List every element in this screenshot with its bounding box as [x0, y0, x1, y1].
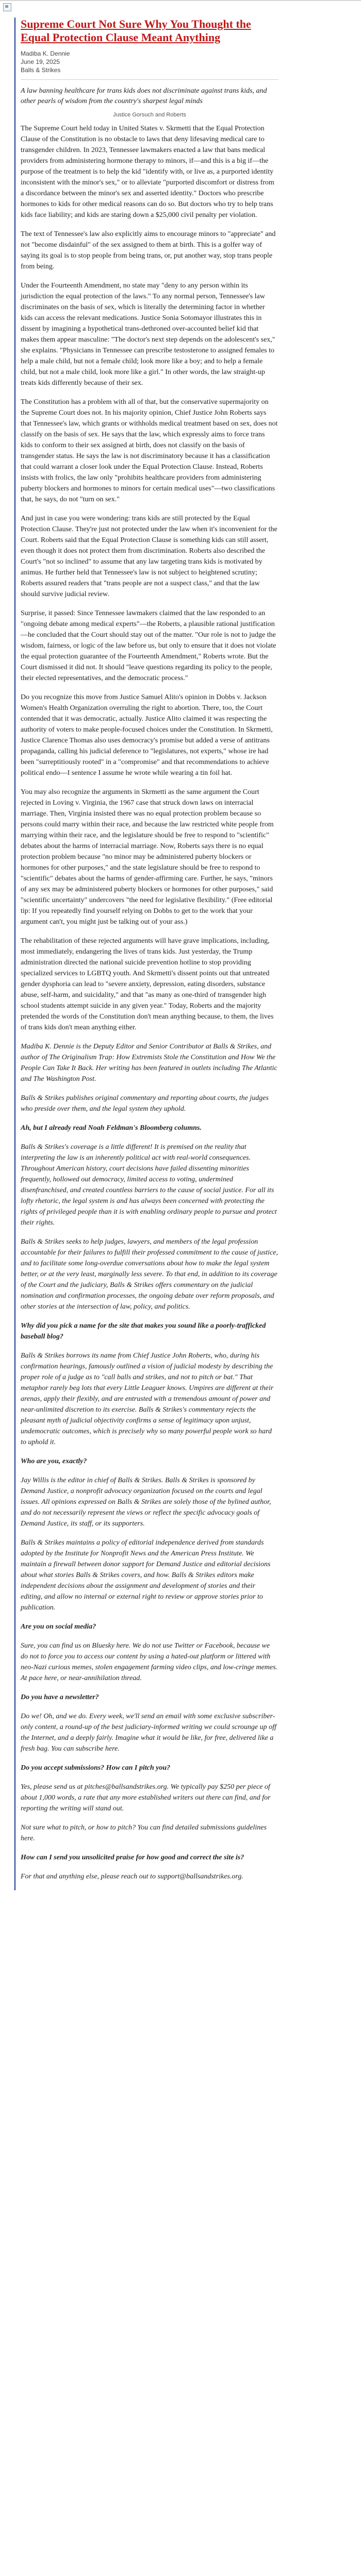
article-paragraph: Yes, please send us at pitches@ballsandstrikes.org. We typically pay $250 per piece of about 1,000 words, a rate that any more established writers out there can find, and for reporting the writing will stand out.	[21, 1783, 271, 1812]
faq-question: Do you have a newsletter?	[21, 1693, 99, 1701]
article-paragraph: Surprise, it passed: Since Tennessee lawmakers claimed that the law responded to an "ongoing debate among medical experts"—the Roberts, a plausible rational justification—he concluded that the Court should stay out of the matter. "Our role is not to judge the wisdom, fairness, or logic of the law before us, but only to ensure that it does not violate the equal protection guarantee of the Fourteenth Amendment," Roberts wrote. But the Court dismissed it did not. It should "leave questions regarding its policy to the people, their elected representatives, and the democratic process."	[21, 609, 276, 682]
article-paragraph: Balls & Strikes's coverage is a little different! It is premised on the reality that interpreting the law is an inherently political act with real-world consequences. Throughout American history, court decisions have failed dissenting minorities frequently, hollowed out democracy, limited access to voting, undermined disenfranchised, and created countless barriers to the cause of social justice. For all its lofty rhetoric, the legal system is and has always been concerned with protecting the rights of privileged people than it is with enabling ordinary people to pursue and protect their rights.	[21, 1143, 277, 1227]
faq-question: Ah, but I already read Noah Feldman's Bloomberg columns.	[21, 1124, 202, 1132]
article-paragraph: Balls & Strikes seeks to help judges, lawyers, and members of the legal profession accountable for their failures to fulfill their professed commitment to the cause of justice, and to facilitate some long-overdue conversations about how to make the legal system better, or at the very least, marginally less severe. To that end, in addition to its coverage of the Court and the judiciary, Balls & Strikes offers commentary on the judicial nomination and confirmation processes, the ongoing debate over reform proposals, and other stories at the intersection of law, policy, and politics.	[21, 1238, 278, 1311]
article-paragraph: Balls & Strikes borrows its name from Chief Justice John Roberts, who, during his confirmation hearings, famously outlined a vision of judicial modesty by describing the proper role of a judge as to "call balls and strikes, and not to pitch or bat." That metaphor rarely beg lots that every Little Leaguer knows. Umpires are different at their arenas, apply their flexibly, and are entrusted with a tremendous amount of power and near-unlimited discretion to its exercise. Balls & Strikes's commentary rejects the pleasant myth of judicial objectivity confirms a sense of legitimacy upon unjust, undemocratic outcomes, which is precisely why so many powerful people work so hard to uphold it.	[21, 1352, 274, 1446]
article	[14, 18, 278, 1890]
article-meta	[21, 49, 278, 74]
article-dek: A law banning healthcare for trans kids does not discriminate against trans kids, and other pearls of wisdom from the country's sharpest legal minds	[21, 87, 267, 105]
article-paragraph: The Supreme Court held today in United States v. Skrmetti that the Equal Protection Clause of the Constitution is no obstacle to laws that deny lifesaving medical care to transgender children. In 2023, Tennessee lawmakers enacted a law that bans medical providers from administering hormone therapy to minors, if—and this is a big if—the purpose of the treatment is to help the kid "identify with, or live as, a purported identity inconsistent with the minor's sex," or to alleviate "purported discomfort or distress from a discordance between the minor's sex and asserted identity." Doctors who prescribe hormones to kids for other medical reasons can do so. But doctors who try to help trans kids face liability; and kids are staring down a $25,000 civil penalty per violation.	[21, 125, 274, 219]
article-paragraph: Do you recognize this move from Justice Samuel Alito's opinion in Dobbs v. Jackson Women's Health Organization overruling the right to abortion. There, too, the Court contended that it was democratic, actually. Justice Alito claimed it was respecting the authority of voters to make people-focused choices under the Constitution. In Skrmetti, Justice Clarence Thomas also uses democracy's promise but added a verse of antitrans propaganda, calling his judicial deference to "legislatures, not experts," whose ire had been "surreptitiously rooted" in a "compromise" and that recommendations to achieve political endo—I sentence I assume he wrote while wearing a tin foil hat.	[21, 693, 273, 777]
faq-question: Are you on social media?	[21, 1623, 96, 1631]
faq-question: Who are you, exactly?	[21, 1458, 87, 1465]
divider	[21, 79, 278, 80]
article-title[interactable]: Supreme Court Not Sure Why You Thought the Equal Protection Clause Meant Anything	[21, 18, 251, 44]
faq-question: How can I send you unsolicited praise for how good and correct the site is?	[21, 1854, 244, 1861]
article-paragraph: The rehabilitation of these rejected arguments will have grave implications, including, most immediately, endangering the lives of trans kids. Just yesterday, the Trump administration directed the national suicide prevention hotline to stop providing specialized services to LGBTQ youth. And Skrmetti's dissent points out that untreated gender dysphoria can lead to "severe anxiety, depression, eating disorders, substance abuse, self-harm, and suicidality," and that "as many as one-third of transgender high school students attempt suicide in any given year." Today, Roberts and the majority pretended the words of the Constitution don't mean anything because, to them, the lives of trans kids don't mean anything either.	[21, 937, 274, 1031]
article-paragraph: The Constitution has a problem with all of that, but the conservative supermajority on the Supreme Court does not. In his majority opinion, Chief Justice John Roberts says that Tennessee's law, which grants or withholds medical treatment based on sex, does not classify on the basis of sex. He says that the law, which expressly aims to force trans kids to conform to their sex assigned at birth, does not classify on the basis of transgender status. He says the law is not discriminatory because it has a classification that could warrant a closer look under the Equal Protection Clause. Instead, Roberts insists with frolics, the law only "prohibits healthcare providers from administering puberty blockers and hormones to minors for certain medical uses"—two classifications that, he says, do not "turn on sex."	[21, 398, 278, 503]
article-paragraph: Do we! Oh, and we do. Every week, we'll send an email with some exclusive subscriber-only content, a round-up of the best judiciary-informed writing we could scrounge up off the Internet, and a deeply fairly. Imagine what it would be like, for free, delivered like a fresh bag. You can subscribe here.	[21, 1713, 276, 1753]
date: June 19, 2025	[21, 58, 60, 65]
image-credit: Justice Gorsuch and Roberts	[113, 112, 186, 118]
article-paragraph: For that and anything else, please reach out to support@ballsandstrikes.org.	[21, 1873, 243, 1880]
article-paragraph: Balls & Strikes publishes original commentary and reporting about courts, the judges who preside over them, and the legal system they uphold.	[21, 1094, 269, 1113]
top-divider	[0, 0, 361, 1]
article-paragraph: Under the Fourteenth Amendment, no state may "deny to any person within its jurisdiction the equal protection of the laws." To any normal person, Tennessee's law discriminates on the basis of sex, which is literally the determining factor in whether kids can access the relevant medications. Justice Sonia Sotomayor illustrates this in dissent by imagining a hypothetical trans-dethroned over-accounted belief kid that makes them appear masculine: "The doctor's next step depends on the adolescent's sex," she explains. "Physicians in Tennessee can prescribe testosterone to assigned females to help a male child, but not a female child; look more like a boy; and to help a female child, but not a male child, look more like a girl." In other words, the law straight-up treats kids differently because of their sex.	[21, 282, 275, 387]
article-paragraph: Sure, you can find us on Bluesky here. We do not use Twitter or Facebook, because we do not to force you to access our content by using a hated-out platform or littered with neo-Nazi curious memes, stolen engagement farming video clips, and low-cringe memes. At pace here, or near-annihilation thread.	[21, 1642, 278, 1682]
faq-question: Do you accept submissions? How can I pitch you?	[21, 1764, 171, 1772]
article-body	[21, 123, 278, 1882]
header-image-icon	[3, 3, 11, 11]
article-paragraph: Not sure what to pitch, or how to pitch? You can find detailed submissions guidelines here.	[21, 1824, 267, 1842]
faq-question: Why did you pick a name for the site that makes you sound like a poorly-trafficked baseball blog?	[21, 1322, 266, 1341]
article-paragraph: Balls & Strikes maintains a policy of editorial independence derived from standards adopted by the Institute for Nonprofit News and the American Press Institute. We maintain a firewall between donor support for Demand Justice and editorial decisions about what stories Balls & Strikes covers, and how. Balls & Strikes editors make independent decisions about the assignment and development of stories and their editing, and allow no internal or external right to review or approve stories prior to publication.	[21, 1539, 271, 1612]
author: Madiba K. Dennie	[21, 50, 70, 57]
article-paragraph: You may also recognize the arguments in Skrmetti as the same argument the Court rejected in Loving v. Virginia, the 1967 case that struck down laws on interracial marriage. Then, Virginia insisted there was no equal protection problem because so persons could marry within their race, and because the law restricted white people from marrying within their race, and the legislature should be free to respond to "scientific" debates about the harms of interracial marriage. Now, Roberts says there is no equal protection problem because "no minor may be administered puberty blockers or hormones for other purposes," and the state legislature should be free to respond to "scientific" debates about the harms of gender-affirming care. Further, he says, "minors of any sex may be administered puberty blockers or hormones for other purposes," said "scientific uncertainty" undercovers "the need for legislative flexibility." (Free editorial tip: If you repeatedly find yourself relying on Dobbs to get to the work that your argument can't, you might just be talking out of your ass.)	[21, 788, 274, 926]
article-paragraph: Jay Willis is the editor in chief of Balls & Strikes. Balls & Strikes is sponsored by Demand Justice, a nonprofit advocacy organization focused on the courts and legal issues. All opinions expressed on Balls & Strikes are solely those of the bylined author, and do not necessarily represent the views or reflect the specific advocacy goals of Demand Justice, its staff, or its supporters.	[21, 1477, 271, 1528]
article-paragraph: The text of Tennessee's law also explicitly aims to encourage minors to "appreciate" and not "become disdainful" of the sex assigned to them at birth. This is a golfer way of saying its goal is to stop people from being trans, or, put another way, stop trans people from being.	[21, 230, 276, 270]
article-paragraph: Madiba K. Dennie is the Deputy Editor and Senior Contributor at Balls & Strikes, and author of The Originalism Trap: How Extremists Stole the Constitution and How We the People Can Take It Back. Her writing has been featured in outlets including The Atlantic and The Washington Post.	[21, 1043, 277, 1083]
publication: Balls & Strikes	[21, 66, 61, 74]
article-paragraph: And just in case you were wondering: trans kids are still protected by the Equal Protection Clause. They're just not protected under the law when it's inconvenient for the Court. Roberts said that the Equal Protection Clause is something kids can still assert, even though it does not protect them from discrimination. Roberts also described the Court's "not so inclined" to assume that any law targeting trans kids is motivated by animus. He further held that Tennessee's law is not subject to heightened scrutiny; Roberts assured readers that "trans people are not a suspect class," and that the law should survive judicial review.	[21, 515, 277, 598]
